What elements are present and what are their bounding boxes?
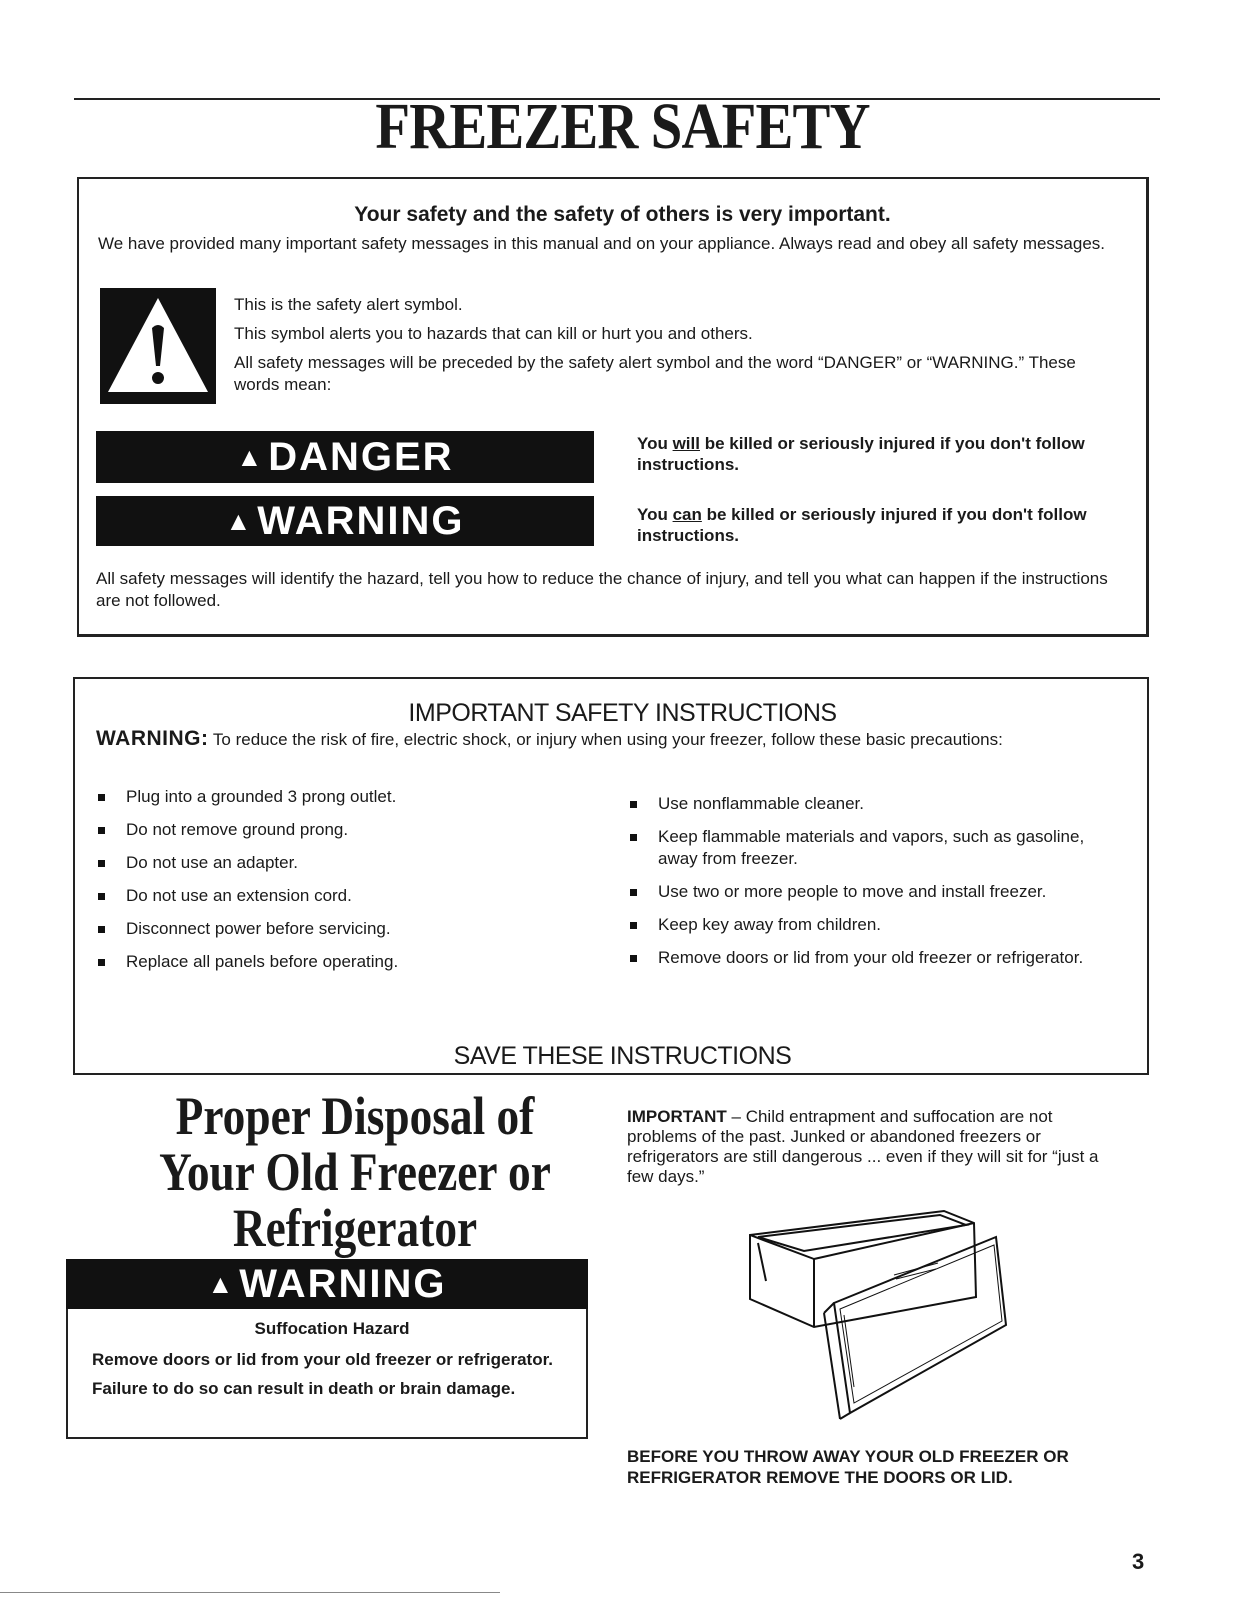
bottom-rule (0, 1592, 500, 1593)
list-item-text: Use two or more people to move and install freezer. (658, 882, 1047, 901)
precautions-left-list (96, 786, 536, 984)
page-number: 3 (1132, 1549, 1145, 1574)
warning-signal-bar (96, 496, 594, 546)
warning-meaning-pre: You (637, 505, 673, 524)
hazard-name: Suffocation Hazard (254, 1319, 410, 1338)
bullet-icon (98, 893, 105, 900)
warning-triangle-icon: ▲ (236, 442, 265, 472)
hazard-instruction: Remove doors or lid from your old freezer or refrigerator. (92, 1350, 553, 1369)
chest-freezer-illustration (744, 1207, 1034, 1422)
warning-meaning-key: can (672, 505, 702, 524)
bullet-icon (630, 955, 637, 962)
instructions-warning (96, 728, 1136, 751)
before-disposal-instruction: BEFORE YOU THROW AWAY YOUR OLD FREEZER OR REFRIGERATOR REMOVE THE DOORS OR LID. (627, 1447, 1069, 1487)
list-item (96, 951, 536, 973)
suffocation-warning-label: WARNING (239, 1262, 447, 1306)
page-title: FREEZER SAFETY (375, 90, 870, 163)
list-item-text: Do not use an adapter. (126, 853, 299, 872)
danger-meaning-key: will (672, 434, 700, 453)
list-item (628, 914, 1098, 936)
list-item (628, 826, 1098, 870)
list-item (96, 786, 536, 808)
bullet-icon (98, 827, 105, 834)
list-item (628, 947, 1098, 969)
danger-meaning-post: be killed or seriously injured if you don't follow instructions. (637, 434, 1085, 474)
precautions-right-list (628, 793, 1098, 980)
list-item-text: Disconnect power before servicing. (126, 919, 391, 938)
warning-triangle-icon: ▲ (207, 1269, 236, 1299)
safety-heading: Your safety and the safety of others is very important. (354, 203, 891, 226)
bullet-icon (630, 922, 637, 929)
danger-label: DANGER (268, 435, 454, 479)
warning-meaning (637, 504, 1127, 546)
list-item-text: Do not use an extension cord. (126, 886, 352, 905)
warning-label: WARNING (257, 499, 465, 543)
list-item-text: Replace all panels before operating. (126, 952, 399, 971)
bullet-icon (630, 834, 637, 841)
alert-line-3: All safety messages will be preceded by the safety alert symbol and the word “DANGER” or “WARNING.” These words mean: (234, 353, 1076, 394)
disposal-heading-line-2: Your Old Freezer or (159, 1142, 551, 1202)
danger-signal-bar (96, 431, 594, 483)
list-item (628, 793, 1098, 815)
list-item-text: Plug into a grounded 3 prong outlet. (126, 787, 397, 806)
bullet-icon (98, 860, 105, 867)
alert-symbol-description (234, 294, 1094, 403)
disposal-heading-line-3: Refrigerator (232, 1198, 478, 1258)
list-item (96, 918, 536, 940)
suffocation-warning-bar (66, 1259, 588, 1309)
list-item (96, 852, 536, 874)
warning-text: To reduce the risk of fire, electric shock, or injury when using your freezer, follow these basic precautions: (208, 730, 1003, 749)
important-word: IMPORTANT (627, 1107, 727, 1126)
warning-meaning-post: be killed or seriously injured if you don't follow instructions. (637, 505, 1087, 545)
important-note (627, 1107, 1127, 1187)
danger-meaning-pre: You (637, 434, 673, 453)
list-item-text: Do not remove ground prong. (126, 820, 349, 839)
hazard-consequence: Failure to do so can result in death or brain damage. (92, 1379, 516, 1398)
list-item-text: Keep key away from children. (658, 915, 881, 934)
instructions-heading: IMPORTANT SAFETY INSTRUCTIONS (408, 699, 837, 727)
bullet-icon (630, 889, 637, 896)
warning-triangle-icon: ▲ (225, 506, 254, 536)
disposal-heading-line-1: Proper Disposal of (175, 1086, 535, 1146)
bullet-icon (98, 794, 105, 801)
important-text: – Child entrapment and suffocation are not problems of the past. Junked or abandoned freezers or refrigerators are still dangerous ... even if they will sit for “just a few days.” (627, 1107, 1099, 1186)
list-item-text: Remove doors or lid from your old freezer or refrigerator. (658, 948, 1084, 967)
list-item (96, 885, 536, 907)
bullet-icon (98, 959, 105, 966)
bullet-icon (630, 801, 637, 808)
safety-closing: All safety messages will identify the hazard, tell you how to reduce the chance of injury, and tell you what can happen if the instructions are not followed. (96, 569, 1108, 610)
list-item-text: Keep flammable materials and vapors, such as gasoline, away from freezer. (658, 827, 1085, 868)
list-item (628, 881, 1098, 903)
bullet-icon (98, 926, 105, 933)
suffocation-warning-text (92, 1318, 572, 1407)
alert-line-1: This is the safety alert symbol. (234, 295, 463, 314)
warning-word: WARNING: (96, 727, 209, 750)
safety-alert-symbol-icon (100, 288, 216, 404)
list-item (96, 819, 536, 841)
alert-line-2: This symbol alerts you to hazards that can kill or hurt you and others. (234, 324, 753, 343)
save-instructions: SAVE THESE INSTRUCTIONS (453, 1042, 792, 1070)
list-item-text: Use nonflammable cleaner. (658, 794, 865, 813)
disposal-heading (158, 1088, 553, 1256)
safety-intro: We have provided many important safety messages in this manual and on your appliance. Always read and obey all safety messages. (98, 234, 1106, 253)
danger-meaning (637, 433, 1127, 475)
